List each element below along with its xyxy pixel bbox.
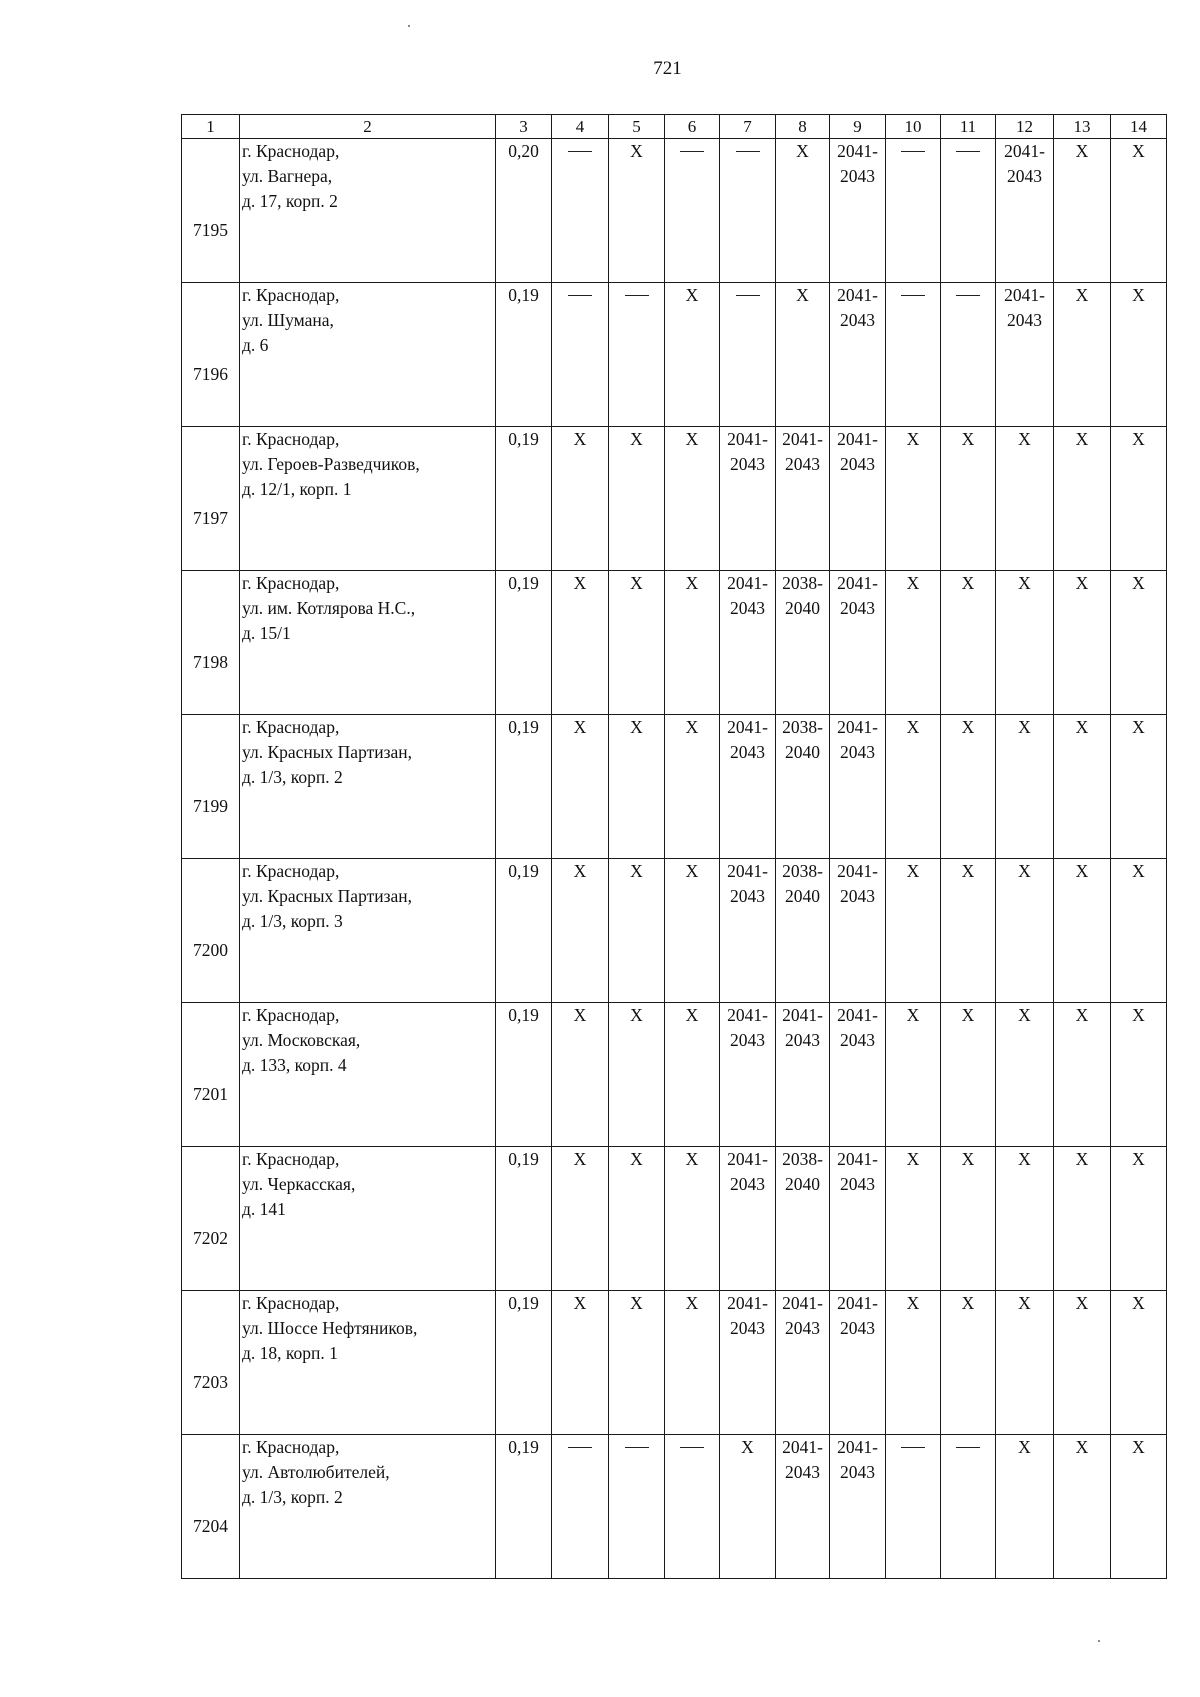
cell-col-14: X — [1111, 1291, 1167, 1435]
cell-col-3: 0,19 — [496, 427, 552, 571]
cell-col-5: X — [609, 859, 665, 1003]
cell-col-6: X — [665, 1291, 720, 1435]
cell-col-7: 2041- 2043 — [720, 1291, 776, 1435]
cell-col-3: 0,19 — [496, 859, 552, 1003]
dash-mark — [568, 295, 592, 321]
address-line: д. 18, корп. 1 — [242, 1343, 338, 1363]
address-line: д. 141 — [242, 1199, 286, 1219]
column-header-10: 10 — [886, 115, 941, 139]
dash-mark — [568, 1447, 592, 1473]
cell-col-13: X — [1054, 859, 1111, 1003]
column-header-1: 1 — [182, 115, 240, 139]
address-line: ул. Московская, — [242, 1030, 361, 1050]
object-address — [240, 283, 496, 427]
dash-mark — [736, 295, 760, 321]
cell-col-9: 2041- 2043 — [830, 859, 886, 1003]
address-line: г. Краснодар, — [242, 285, 340, 305]
cell-col-10: X — [886, 1291, 941, 1435]
table-row — [182, 1003, 1167, 1147]
cell-col-13: X — [1054, 1435, 1111, 1579]
cell-col-7: 2041- 2043 — [720, 859, 776, 1003]
column-header-8: 8 — [776, 115, 830, 139]
object-address — [240, 1003, 496, 1147]
cell-col-9: 2041- 2043 — [830, 1147, 886, 1291]
cell-col-9: 2041- 2043 — [830, 571, 886, 715]
cell-col-7: 2041- 2043 — [720, 571, 776, 715]
object-number: 7201 — [182, 1003, 240, 1147]
address-line: д. 17, корп. 2 — [242, 191, 338, 211]
cell-col-8: 2038- 2040 — [776, 571, 830, 715]
cell-col-6: X — [665, 427, 720, 571]
column-header-14: 14 — [1111, 115, 1167, 139]
cell-col-11: X — [941, 1147, 996, 1291]
dash-mark — [680, 1447, 704, 1473]
cell-col-3: 0,19 — [496, 1147, 552, 1291]
object-number: 7202 — [182, 1147, 240, 1291]
dash-mark — [901, 151, 925, 177]
column-header-4: 4 — [552, 115, 609, 139]
dash-mark — [956, 151, 980, 177]
cell-col-8: 2041- 2043 — [776, 1003, 830, 1147]
cell-col-3: 0,19 — [496, 715, 552, 859]
cell-col-12: 2041- 2043 — [996, 283, 1054, 427]
cell-col-3: 0,20 — [496, 139, 552, 283]
table-body — [182, 139, 1167, 1579]
cell-col-5: X — [609, 571, 665, 715]
cell-col-14: X — [1111, 139, 1167, 283]
scan-speck — [408, 25, 410, 27]
cell-col-12: X — [996, 427, 1054, 571]
cell-col-9: 2041- 2043 — [830, 139, 886, 283]
column-header-2: 2 — [240, 115, 496, 139]
cell-col-4 — [552, 1435, 609, 1579]
cell-col-10 — [886, 139, 941, 283]
cell-col-12: X — [996, 571, 1054, 715]
cell-col-4: X — [552, 427, 609, 571]
dash-mark — [901, 1447, 925, 1473]
cell-col-10: X — [886, 715, 941, 859]
cell-col-12: X — [996, 1003, 1054, 1147]
address-line: д. 15/1 — [242, 623, 291, 643]
cell-col-9: 2041- 2043 — [830, 1291, 886, 1435]
page-number: 721 — [653, 58, 682, 79]
cell-col-4: X — [552, 571, 609, 715]
address-line: д. 12/1, корп. 1 — [242, 479, 352, 499]
dash-mark — [736, 151, 760, 177]
cell-col-7: X — [720, 1435, 776, 1579]
cell-col-8: X — [776, 283, 830, 427]
cell-col-12: X — [996, 859, 1054, 1003]
header-row — [182, 115, 1167, 139]
cell-col-10 — [886, 1435, 941, 1579]
cell-col-3: 0,19 — [496, 1003, 552, 1147]
cell-col-8: 2041- 2043 — [776, 1291, 830, 1435]
cell-col-12: X — [996, 715, 1054, 859]
table-row — [182, 427, 1167, 571]
cell-col-11 — [941, 1435, 996, 1579]
cell-col-14: X — [1111, 571, 1167, 715]
address-line: ул. Вагнера, — [242, 166, 333, 186]
column-header-9: 9 — [830, 115, 886, 139]
cell-col-13: X — [1054, 139, 1111, 283]
cell-col-3: 0,19 — [496, 283, 552, 427]
dash-mark — [625, 295, 649, 321]
cell-col-4: X — [552, 1291, 609, 1435]
column-header-12: 12 — [996, 115, 1054, 139]
cell-col-3: 0,19 — [496, 1291, 552, 1435]
cell-col-13: X — [1054, 283, 1111, 427]
object-number: 7195 — [182, 139, 240, 283]
cell-col-12: 2041- 2043 — [996, 139, 1054, 283]
cell-col-6: X — [665, 571, 720, 715]
address-line: г. Краснодар, — [242, 1149, 340, 1169]
cell-col-14: X — [1111, 1147, 1167, 1291]
cell-col-13: X — [1054, 1147, 1111, 1291]
cell-col-9: 2041- 2043 — [830, 1003, 886, 1147]
cell-col-10: X — [886, 1003, 941, 1147]
address-line: г. Краснодар, — [242, 141, 340, 161]
address-line: ул. Красных Партизан, — [242, 742, 413, 762]
cell-col-4: X — [552, 715, 609, 859]
dash-mark — [956, 1447, 980, 1473]
cell-col-5: X — [609, 1147, 665, 1291]
cell-col-14: X — [1111, 1435, 1167, 1579]
column-header-7: 7 — [720, 115, 776, 139]
object-number: 7197 — [182, 427, 240, 571]
dash-mark — [625, 1447, 649, 1473]
cell-col-13: X — [1054, 1291, 1111, 1435]
cell-col-9: 2041- 2043 — [830, 715, 886, 859]
cell-col-9: 2041- 2043 — [830, 1435, 886, 1579]
cell-col-9: 2041- 2043 — [830, 427, 886, 571]
cell-col-8: 2041- 2043 — [776, 427, 830, 571]
cell-col-12: X — [996, 1147, 1054, 1291]
object-address — [240, 571, 496, 715]
object-address — [240, 1435, 496, 1579]
address-line: ул. Шоссе Нефтяников, — [242, 1318, 418, 1338]
address-line: г. Краснодар, — [242, 1437, 340, 1457]
cell-col-4: X — [552, 1147, 609, 1291]
address-line: ул. Автолюбителей, — [242, 1462, 390, 1482]
table-row — [182, 1435, 1167, 1579]
cell-col-10 — [886, 283, 941, 427]
cell-col-5: X — [609, 1291, 665, 1435]
object-address — [240, 1147, 496, 1291]
table-row — [182, 571, 1167, 715]
cell-col-5 — [609, 283, 665, 427]
address-line: г. Краснодар, — [242, 429, 340, 449]
address-line: г. Краснодар, — [242, 573, 340, 593]
cell-col-7: 2041- 2043 — [720, 1003, 776, 1147]
cell-col-6 — [665, 139, 720, 283]
cell-col-11: X — [941, 715, 996, 859]
address-line: ул. Черкасская, — [242, 1174, 356, 1194]
cell-col-3: 0,19 — [496, 1435, 552, 1579]
cell-col-8: 2038- 2040 — [776, 1147, 830, 1291]
cell-col-14: X — [1111, 715, 1167, 859]
cell-col-11: X — [941, 859, 996, 1003]
object-number: 7199 — [182, 715, 240, 859]
cell-col-6: X — [665, 859, 720, 1003]
cell-col-5: X — [609, 139, 665, 283]
address-line: ул. Героев-Разведчиков, — [242, 454, 420, 474]
address-line: г. Краснодар, — [242, 861, 340, 881]
table-row — [182, 139, 1167, 283]
cell-col-11 — [941, 283, 996, 427]
column-header-11: 11 — [941, 115, 996, 139]
cell-col-5: X — [609, 427, 665, 571]
address-line: д. 133, корп. 4 — [242, 1055, 347, 1075]
cell-col-8: X — [776, 139, 830, 283]
cell-col-11: X — [941, 571, 996, 715]
column-header-5: 5 — [609, 115, 665, 139]
cell-col-4: X — [552, 1003, 609, 1147]
object-number: 7204 — [182, 1435, 240, 1579]
address-line: ул. им. Котлярова Н.С., — [242, 598, 416, 618]
cell-col-8: 2038- 2040 — [776, 859, 830, 1003]
cell-col-7: 2041- 2043 — [720, 427, 776, 571]
table-row — [182, 1147, 1167, 1291]
cell-col-10: X — [886, 427, 941, 571]
object-address — [240, 139, 496, 283]
cell-col-6: X — [665, 1003, 720, 1147]
cell-col-5: X — [609, 1003, 665, 1147]
cell-col-4 — [552, 283, 609, 427]
cell-col-13: X — [1054, 571, 1111, 715]
cell-col-7: 2041- 2043 — [720, 1147, 776, 1291]
table-row — [182, 859, 1167, 1003]
dash-mark — [956, 295, 980, 321]
cell-col-7 — [720, 139, 776, 283]
dash-mark — [680, 151, 704, 177]
cell-col-6: X — [665, 715, 720, 859]
cell-col-11: X — [941, 1003, 996, 1147]
dash-mark — [901, 295, 925, 321]
cell-col-6 — [665, 1435, 720, 1579]
cell-col-6: X — [665, 283, 720, 427]
cell-col-4 — [552, 139, 609, 283]
cell-col-13: X — [1054, 715, 1111, 859]
cell-col-11: X — [941, 427, 996, 571]
dash-mark — [568, 151, 592, 177]
cell-col-8: 2038- 2040 — [776, 715, 830, 859]
scan-speck — [1098, 1640, 1100, 1642]
cell-col-12: X — [996, 1291, 1054, 1435]
column-header-6: 6 — [665, 115, 720, 139]
column-header-3: 3 — [496, 115, 552, 139]
cell-col-9: 2041- 2043 — [830, 283, 886, 427]
table-row — [182, 1291, 1167, 1435]
cell-col-10: X — [886, 1147, 941, 1291]
cell-col-14: X — [1111, 283, 1167, 427]
address-line: г. Краснодар, — [242, 1293, 340, 1313]
address-line: г. Краснодар, — [242, 1005, 340, 1025]
cell-col-5: X — [609, 715, 665, 859]
cell-col-14: X — [1111, 427, 1167, 571]
address-line: д. 1/3, корп. 3 — [242, 911, 343, 931]
cell-col-10: X — [886, 859, 941, 1003]
column-header-13: 13 — [1054, 115, 1111, 139]
cell-col-14: X — [1111, 1003, 1167, 1147]
cell-col-4: X — [552, 859, 609, 1003]
object-number: 7196 — [182, 283, 240, 427]
cell-col-14: X — [1111, 859, 1167, 1003]
address-line: д. 6 — [242, 335, 269, 355]
object-address — [240, 1291, 496, 1435]
cell-col-3: 0,19 — [496, 571, 552, 715]
cell-col-5 — [609, 1435, 665, 1579]
cell-col-6: X — [665, 1147, 720, 1291]
address-line: д. 1/3, корп. 2 — [242, 767, 343, 787]
cell-col-13: X — [1054, 427, 1111, 571]
object-number: 7200 — [182, 859, 240, 1003]
table-row — [182, 283, 1167, 427]
cell-col-7 — [720, 283, 776, 427]
object-number: 7198 — [182, 571, 240, 715]
cell-col-11 — [941, 139, 996, 283]
cell-col-12: X — [996, 1435, 1054, 1579]
address-line: д. 1/3, корп. 2 — [242, 1487, 343, 1507]
object-address — [240, 715, 496, 859]
cell-col-7: 2041- 2043 — [720, 715, 776, 859]
table-row — [182, 715, 1167, 859]
object-number: 7203 — [182, 1291, 240, 1435]
address-line: г. Краснодар, — [242, 717, 340, 737]
cell-col-10: X — [886, 571, 941, 715]
cell-col-13: X — [1054, 1003, 1111, 1147]
object-address — [240, 859, 496, 1003]
cell-col-11: X — [941, 1291, 996, 1435]
cell-col-8: 2041- 2043 — [776, 1435, 830, 1579]
address-line: ул. Красных Партизан, — [242, 886, 413, 906]
object-address — [240, 427, 496, 571]
register-table — [181, 114, 1167, 1579]
address-line: ул. Шумана, — [242, 310, 334, 330]
